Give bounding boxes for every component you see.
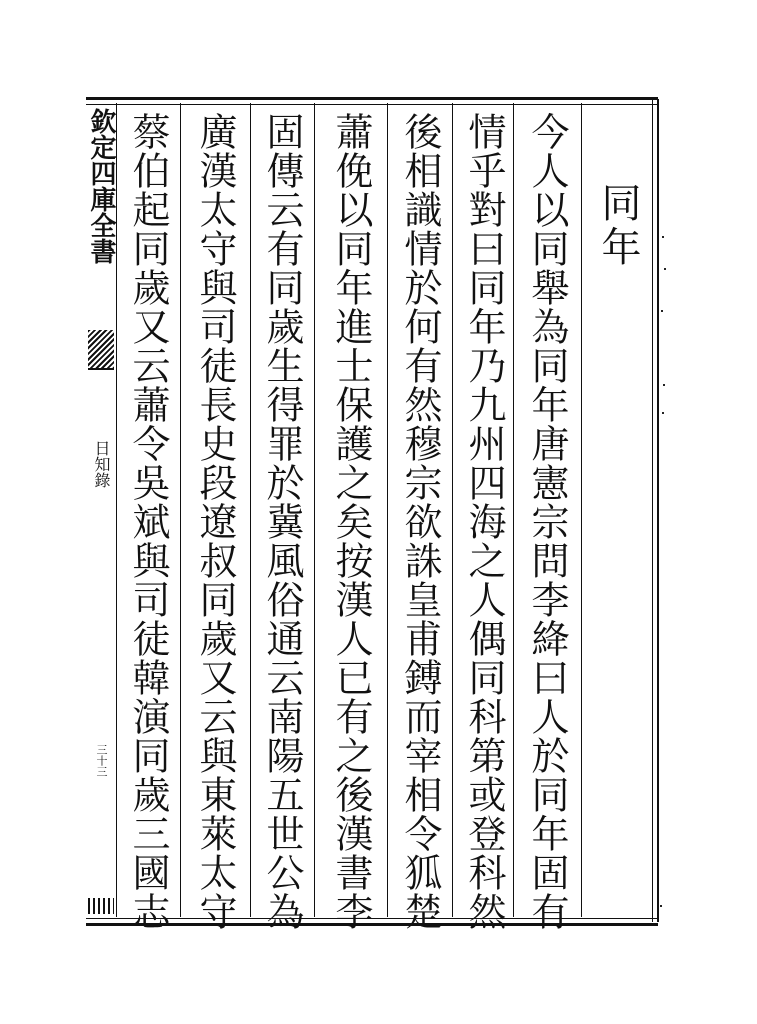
column-rule [513,103,514,917]
text-column-2: 情乎對曰同年乃九州四海之人偶同科第或登科然 [462,112,506,931]
text-column-6: 廣漢太守與司徒長史段遼叔同歲又云與東萊太守 [193,112,237,931]
section-heading: 同年 [595,182,641,270]
column-rule [581,103,582,917]
page-frame-right [652,99,659,922]
scan-speck [662,236,664,238]
scan-speck [662,412,664,414]
column-rule [452,103,453,917]
text-column-1: 今人以同舉為同年唐憲宗問李絳曰人於同年固有 [525,112,569,931]
fore-edge-book-title: 日知錄 [92,440,111,488]
scan-speck [664,268,666,270]
column-rule [314,103,315,917]
column-rule [387,103,388,917]
column-rule [250,103,251,917]
page-frame-top [86,97,658,105]
fore-edge-page-number: 三十三 [95,744,108,777]
fore-edge-foot-mark [88,898,114,914]
scan-speck [661,310,663,312]
text-column-7: 蔡伯起同歲又云蕭令吳斌與司徒韓演同歲三國志 [126,112,170,931]
text-column-4: 蕭俛以同年進士保護之矣按漢人已有之後漢書李 [329,112,373,931]
fish-tail-mark [88,330,114,370]
fore-edge-title: 欽定四庫全書 [86,108,116,264]
scan-speck [663,384,665,386]
text-column-3: 後相識情於何有然穆宗欲誅皇甫鎛而宰相令狐楚 [398,112,442,931]
column-rule [180,103,181,917]
text-column-5: 固傳云有同歲生得罪於冀風俗通云南陽五世公為 [260,112,304,931]
scan-speck [660,905,662,907]
